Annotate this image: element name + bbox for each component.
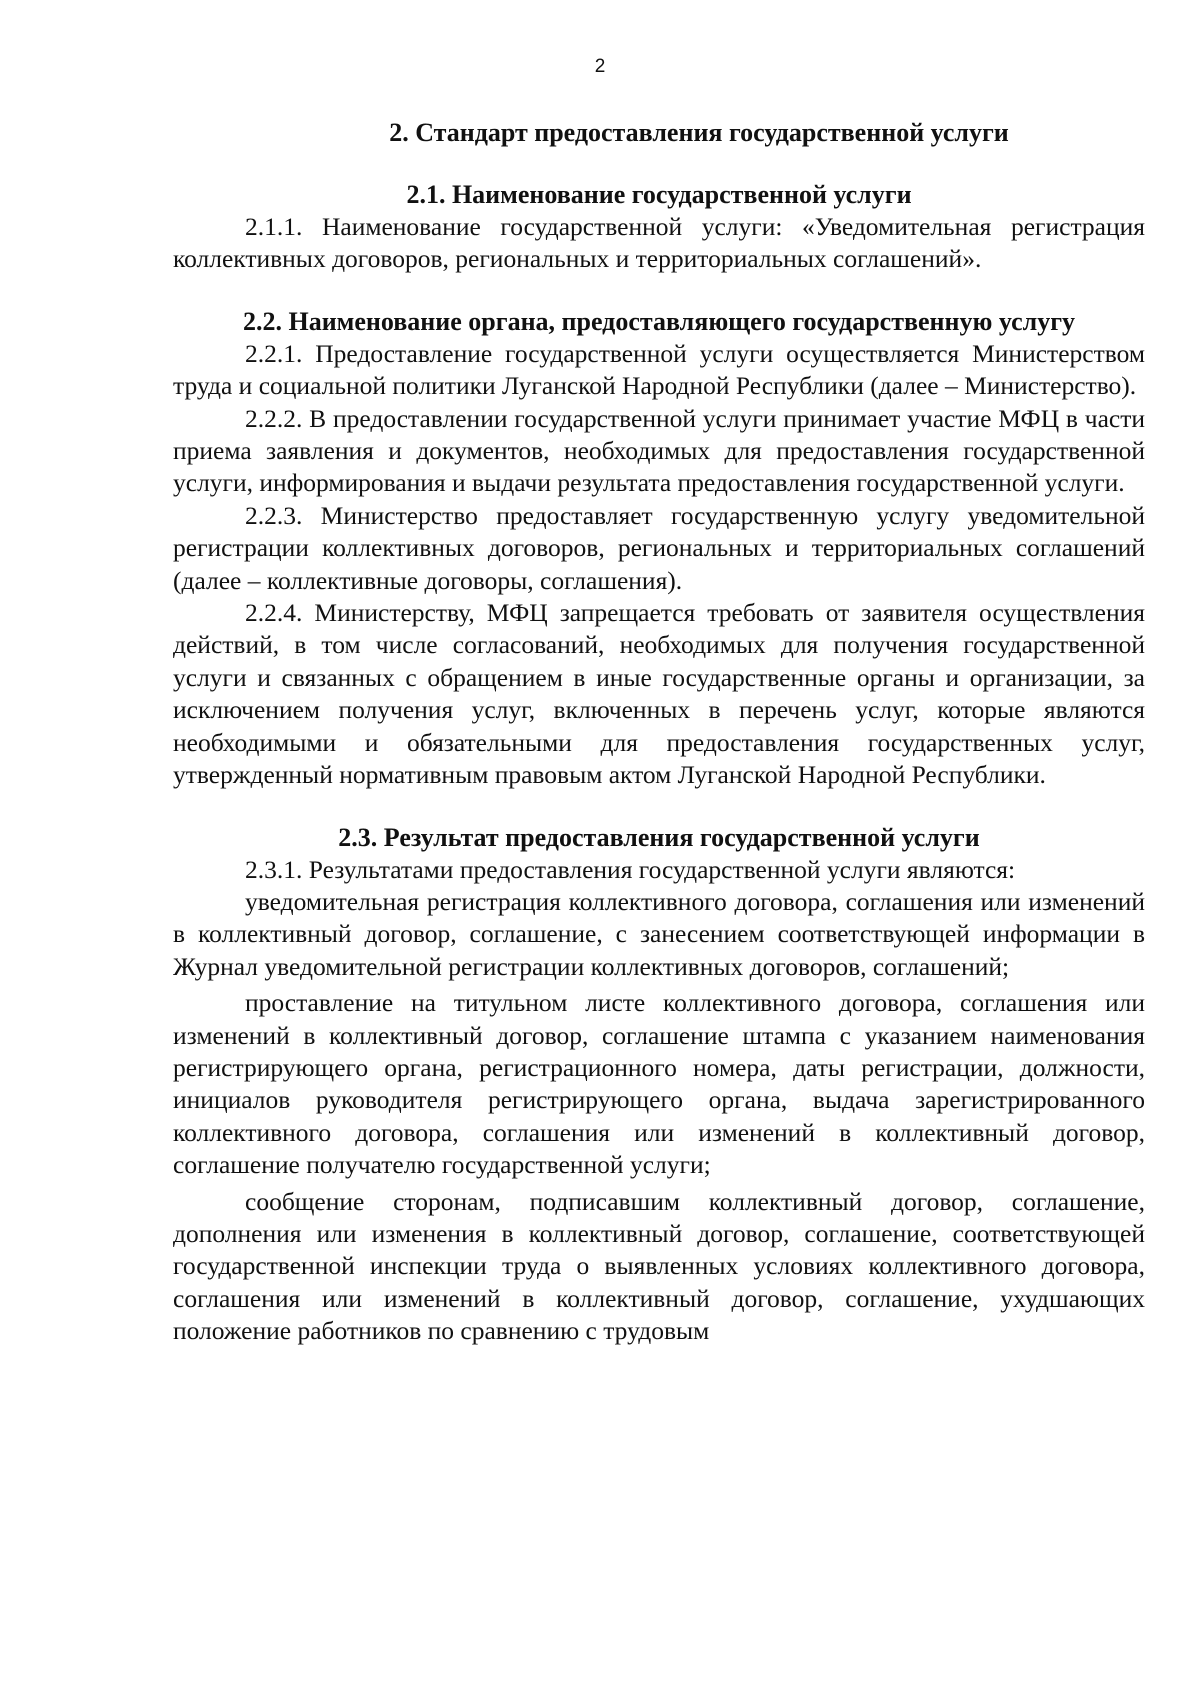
paragraph: проставление на титульном листе коллективного договора, соглашения или изменений в коллективный договор, соглашение штампа с указанием наименования регистрирующего органа, регистрационного номера, даты регистрации, должности, инициалов руководителя регистрирующего органа, выдача зарегистрированного коллективного договора, соглашения или изменений в коллективный договор, соглашение получателю государственной услуги; (173, 988, 1145, 1180)
paragraph: уведомительная регистрация коллективного договора, соглашения или изменений в коллективный договор, соглашение, с занесением соответствующей информации в Журнал уведомительной регистрации коллективных договоров, соглашений; (173, 886, 1145, 981)
section-title: 2.1. Наименование государственной услуги (406, 180, 912, 209)
paragraph: 2.2.4. Министерству, МФЦ запрещается требовать от заявителя осуществления действий, в том числе согласований, необходимых для получения государственной услуги и связанных с обращением в иные государственные органы и организации, за исключением получения услуг, включенных в перечень услуг, которые являются необходимыми и обязательными для предоставления государственных услуг, утвержденный нормативным правовым актом Луганской Народной Республики. (173, 598, 1145, 790)
paragraph: сообщение сторонам, подписавшим коллективный договор, соглашение, дополнения или изменения в коллективный договор, соглашение, соответствующей государственной инспекции труда о выявленных условиях коллективного договора, соглашения или изменений в коллективный договор, соглашение, ухудшающих положение работников по сравнению с трудовым (173, 1186, 1145, 1346)
paragraph: 2.3.1. Результатами предоставления государственной услуги являются: (245, 854, 1016, 884)
paragraph: 2.1.1. Наименование государственной услуги: «Уведомительная регистрация коллективных договоров, региональных и территориальных соглашений». (173, 212, 1145, 274)
section-title: 2.2. Наименование органа, предоставляющего государственную услугу (242, 306, 1076, 336)
section-2-2 (173, 306, 1145, 792)
section-title: 2.3. Результат предоставления государственной услуги (338, 822, 980, 852)
section-2-3 (173, 822, 1145, 1348)
paragraph: 2.2.2. В предоставлении государственной услуги принимает участие МФЦ в части приема заявления и документов, необходимых для предоставления государственной услуги, информирования и выдачи результата предоставления государственной услуги. (173, 403, 1145, 498)
paragraph: 2.2.3. Министерство предоставляет государственную услугу уведомительной регистрации коллективных договоров, региональных и территориальных соглашений (далее – коллективные договоры, соглашения). (173, 500, 1145, 595)
page-number: 2 (594, 56, 606, 77)
document-heading: 2. Стандарт предоставления государственной услуги (389, 118, 1009, 147)
section-2-1 (173, 179, 1145, 276)
document-body (173, 117, 1145, 1348)
paragraph: 2.2.1. Предоставление государственной услуги осуществляется Министерством труда и социальной политики Луганской Народной Республики (далее – Министерство). (173, 338, 1145, 401)
